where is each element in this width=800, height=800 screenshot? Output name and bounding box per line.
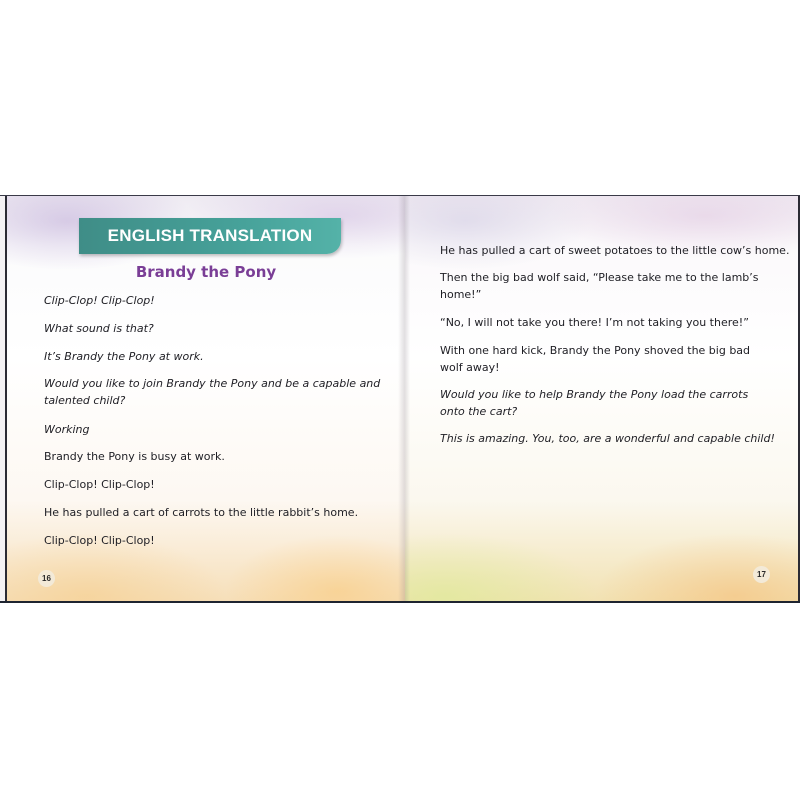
left-paragraph-8: He has pulled a cart of carrots to the little rabbit’s home.: [44, 506, 359, 519]
left-paragraph-4: Would you like to join Brandy the Pony and be a capable and talented child?: [44, 377, 381, 407]
left-paragraph-1: Clip-Clop! Clip-Clop!: [44, 294, 155, 307]
book-spread: [0, 195, 800, 603]
right-page: [405, 196, 800, 601]
right-paragraph-2: Then the big bad wolf said, “Please take me to the lamb’s home!”: [440, 271, 759, 301]
left-paragraph-2: What sound is that?: [44, 322, 154, 335]
left-page: [5, 196, 405, 601]
left-paragraph-9: Clip-Clop! Clip-Clop!: [44, 534, 155, 547]
left-paragraph-6: Brandy the Pony is busy at work.: [44, 450, 225, 463]
book-gutter: [398, 196, 410, 601]
right-paragraph-4: With one hard kick, Brandy the Pony shoved the big bad wolf away!: [440, 344, 751, 374]
right-paragraph-6: This is amazing. You, too, are a wonderful and capable child!: [440, 432, 775, 445]
right-paragraph-1: He has pulled a cart of sweet potatoes to the little cow’s home.: [440, 244, 790, 257]
section-banner: [79, 218, 341, 254]
right-paragraph-5: Would you like to help Brandy the Pony load the carrots onto the cart?: [440, 388, 749, 418]
page-number-right: 17: [753, 566, 770, 583]
left-paragraph-5: Working: [44, 423, 90, 436]
left-paragraph-3: It’s Brandy the Pony at work.: [44, 350, 204, 363]
right-paragraph-3: “No, I will not take you there! I’m not taking you there!”: [440, 316, 749, 329]
page-number-left: 16: [38, 570, 55, 587]
left-paragraph-7: Clip-Clop! Clip-Clop!: [44, 478, 155, 491]
section-banner-label: ENGLISH TRANSLATION: [107, 226, 313, 245]
story-title: Brandy the Pony: [135, 263, 277, 281]
